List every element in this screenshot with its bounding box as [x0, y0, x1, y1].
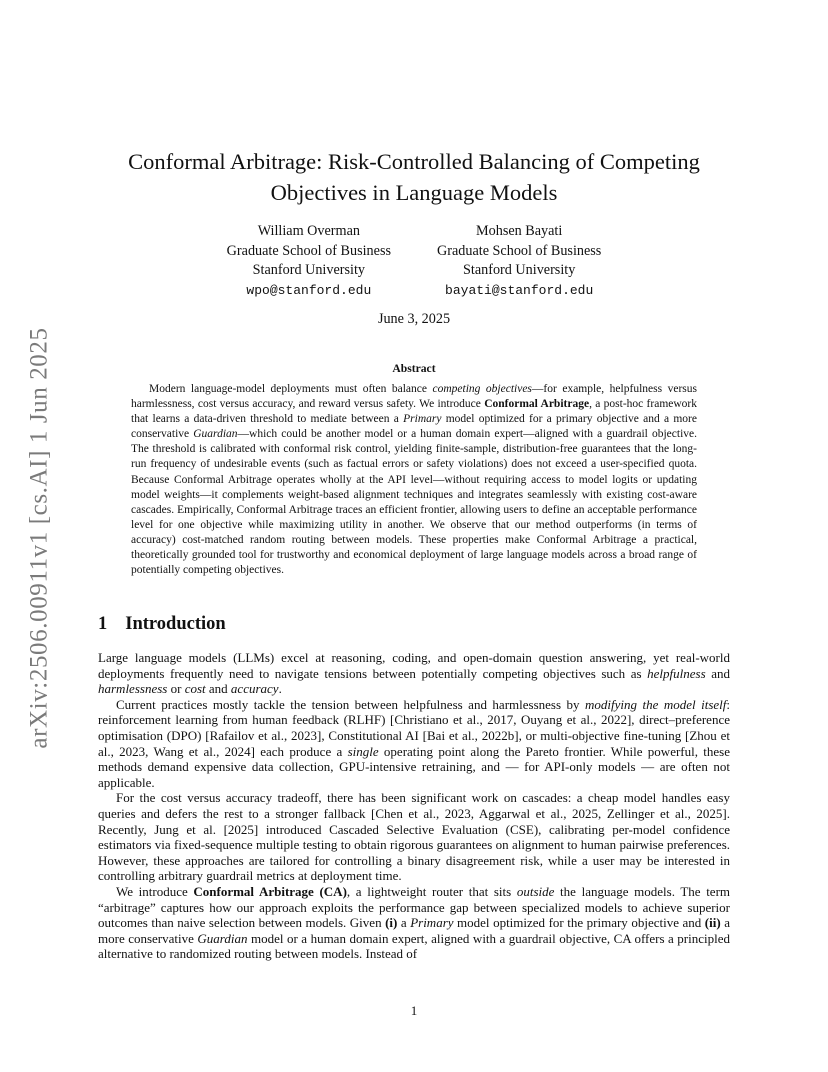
abstract-heading: Abstract — [392, 362, 436, 375]
abstract-text: Modern language-model deployments must often balance competing objectives—for example, helpfulness versus harmlessness, cost versus accuracy, and reward versus safety. We introduce Conformal Arbitrage, a post-hoc framework that learns a data-driven threshold to mediate between a Primary model optimized for a primary objective and a more conservative Guardian—which could be another model or a human domain expert—aligned with a guardrail objective. The threshold is calibrated with conformal risk control, yielding finite-sample, distribution-free guarantees that the long-run frequency of undesirable events (such as factual errors or safety violations) does not exceed a user-specified quota. Because Conformal Arbitrage operates wholly at the API level—without requiring access to model logits or updating model weights—it complements weight-based alignment techniques and integrates seamlessly with existing cost-aware cascades. Empirically, Conformal Arbitrage traces an efficient frontier, allowing users to define an acceptable performance level for one objective while maximizing utility in another. We observe that our method outperforms (in terms of accuracy) cost-matched random routing between models. These properties make Conformal Arbitrage a practical, theoretically grounded tool for trustworthy and economical deployment of large language models across a broad range of potentially competing objectives. — [131, 383, 698, 577]
title-line-1: Conformal Arbitrage: Risk-Controlled Balancing of Competing — [128, 149, 700, 174]
page-number: 1 — [410, 1003, 418, 1018]
author-block — [98, 222, 730, 300]
author-email: bayati@stanford.edu — [445, 282, 594, 298]
intro-paragraph-2: Current practices mostly tackle the tension between helpfulness and harmlessness by modifying the model itself: reinforcement learning from human feedback (RLHF) [Christiano et al., 2017, Ouyang et al., 2022], direct–preference optimisation (DPO) [Rafailov et al., 2023], Constitutional AI [Bai et al., 2022b], or multi-objective fine-tuning [Zhou et al., 2023, Wang et al., 2024] each produce a single operating point along the Pareto frontier. While powerful, these methods demand expensive data collection, GPU-intensive retraining, and — for API-only models — are often not applicable. — [98, 696, 731, 790]
author-university: Stanford University — [463, 262, 576, 278]
section-heading-introduction — [98, 614, 226, 635]
author-name: William Overman — [257, 223, 360, 239]
author-name: Mohsen Bayati — [476, 223, 563, 239]
section-number: 1 — [98, 614, 108, 634]
publication-date: June 3, 2025 — [377, 311, 451, 327]
author-affiliation: Graduate School of Business — [226, 242, 391, 259]
title-line-2: Objectives in Language Models — [270, 180, 558, 205]
author-university: Stanford University — [252, 262, 365, 278]
author-2 — [437, 222, 601, 300]
paper-title — [98, 146, 730, 208]
introduction-body — [98, 650, 730, 962]
author-1 — [227, 222, 391, 300]
arxiv-identifier-stamp — [20, 315, 60, 760]
author-affiliation: Graduate School of Business — [437, 242, 602, 259]
intro-paragraph-1: Large language models (LLMs) excel at reasoning, coding, and open-domain question answering, yet real-world deployments frequently need to navigate tensions between potentially competing objectives such as helpfulness and harmlessness or cost and accuracy. — [98, 650, 730, 697]
section-title: Introduction — [125, 614, 226, 634]
intro-paragraph-4: We introduce Conformal Arbitrage (CA), a lightweight router that sits outside the language models. The term “arbitrage” captures how our approach exploits the performance gap between specialized models to achieve superior outcomes than naive selection between models. Given (i) a Primary model optimized for the primary objective and (ii) a more conservative Guardian model or a human domain expert, aligned with a guardrail objective, CA offers a principled alternative to randomized routing between models. Instead of — [98, 883, 731, 962]
intro-paragraph-3: For the cost versus accuracy tradeoff, there has been significant work on cascades: a cheap model handles easy queries and defers the rest to a stronger fallback [Chen et al., 2023, Aggarwal et al., 2025, Zellinger et al., 2025]. Recently, Jung et al. [2025] introduced Cascaded Selective Evaluation (CSE), calibrating per-model confidence estimators via fixed-sequence multiple testing to obtain rigorous guarantees on alignment to human pairwise preferences. However, these approaches are tailored for controlling a binary disagreement risk, while a user may be interested in controlling arbitrary guardrail metrics at deployment time. — [98, 790, 730, 884]
arxiv-id-text: arXiv:2506.00911v1 [cs.AI] 1 Jun 2025 — [26, 326, 54, 749]
author-email: wpo@stanford.edu — [246, 282, 372, 298]
